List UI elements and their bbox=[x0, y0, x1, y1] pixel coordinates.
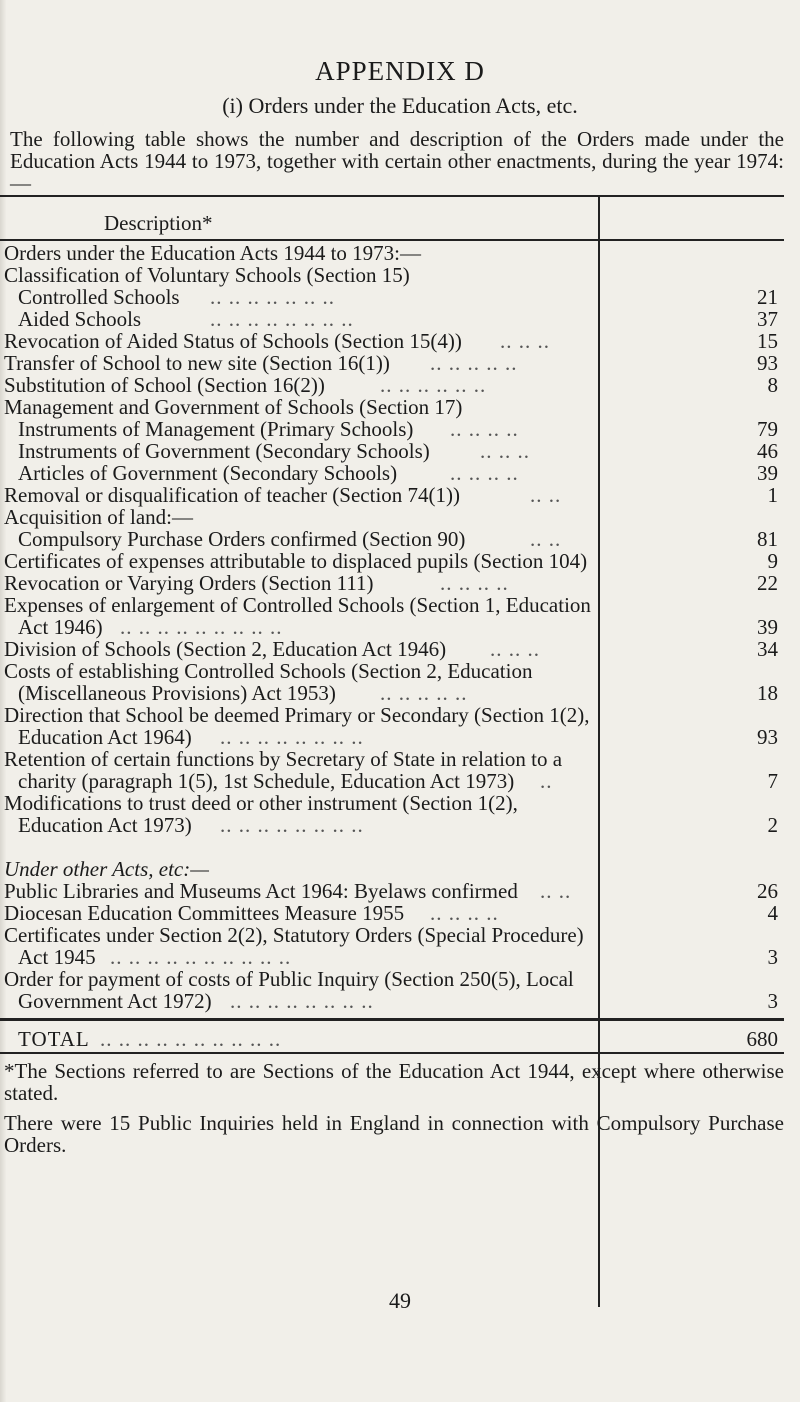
leader-dots: .. .. .. .. bbox=[450, 461, 519, 485]
row-value: 2 bbox=[767, 813, 778, 837]
row-description: Division of Schools (Section 2, Education Act 1946) bbox=[4, 637, 447, 661]
table-row bbox=[0, 748, 784, 770]
row-value: 93 bbox=[757, 351, 778, 375]
row-description: Compulsory Purchase Orders confirmed (Section 90) bbox=[18, 527, 466, 551]
row-description: Act 1946) bbox=[18, 615, 103, 639]
table-row bbox=[0, 462, 784, 484]
row-value: 26 bbox=[757, 879, 778, 903]
row-description: Certificates of expenses attributable to displaced pupils (Section 104) bbox=[4, 549, 588, 573]
table-row bbox=[0, 418, 784, 440]
row-description: charity (paragraph 1(5), 1st Schedule, Education Act 1973) bbox=[18, 769, 515, 793]
row-description: (Miscellaneous Provisions) Act 1953) bbox=[18, 681, 336, 705]
row-description: Act 1945 bbox=[18, 945, 96, 969]
table-row bbox=[0, 902, 784, 924]
row-description: Modifications to trust deed or other instrument (Section 1(2), bbox=[4, 791, 518, 815]
leader-dots: .. .. .. bbox=[500, 329, 550, 353]
leader-dots: .. .. .. .. .. .. .. .. bbox=[220, 813, 364, 837]
leader-dots: .. .. .. .. .. .. .. .. .. .. bbox=[100, 1027, 282, 1051]
table-row bbox=[0, 814, 784, 836]
leader-dots: .. .. .. bbox=[490, 637, 540, 661]
row-value: 18 bbox=[757, 681, 778, 705]
leader-dots: .. .. .. .. .. .. bbox=[380, 373, 487, 397]
table-row bbox=[0, 880, 784, 902]
table-row bbox=[0, 352, 784, 374]
footnote: *The Sections referred to are Sections of the Education Act 1944, except where otherwise stated. bbox=[4, 1059, 784, 1105]
leader-dots: .. .. .. .. .. .. .. .. bbox=[230, 989, 374, 1013]
leader-dots: .. .. .. .. .. .. .. .. .. bbox=[120, 615, 283, 639]
leader-dots: .. .. .. .. bbox=[450, 417, 519, 441]
row-value: 3 bbox=[767, 989, 778, 1013]
table-row bbox=[0, 726, 784, 748]
table-row bbox=[0, 946, 784, 968]
row-value: 79 bbox=[757, 417, 778, 441]
table-row bbox=[0, 770, 784, 792]
row-description: Diocesan Education Committees Measure 1955 bbox=[4, 901, 405, 925]
row-description: Transfer of School to new site (Section 16(1)) bbox=[4, 351, 390, 375]
table-row bbox=[0, 660, 784, 682]
total-top-rule bbox=[0, 1018, 784, 1021]
row-description: Classification of Voluntary Schools (Section 15) bbox=[4, 263, 410, 287]
leader-dots: .. .. bbox=[530, 527, 562, 551]
row-description: Orders under the Education Acts 1944 to 1973:— bbox=[4, 241, 422, 265]
row-description: Order for payment of costs of Public Inquiry (Section 250(5), Local bbox=[4, 967, 574, 991]
leader-dots: .. .. .. .. .. .. .. bbox=[210, 285, 335, 309]
table-row bbox=[0, 264, 784, 286]
row-value: 81 bbox=[757, 527, 778, 551]
row-value: 3 bbox=[767, 945, 778, 969]
row-description: Management and Government of Schools (Section 17) bbox=[4, 395, 463, 419]
table-row bbox=[0, 858, 784, 880]
table-row bbox=[0, 682, 784, 704]
row-description: Removal or disqualification of teacher (Section 74(1)) bbox=[4, 483, 461, 507]
row-description: Instruments of Government (Secondary Schools) bbox=[18, 439, 430, 463]
description-column-header: Description* bbox=[104, 211, 213, 235]
section-title: (i) Orders under the Education Acts, etc. bbox=[222, 93, 578, 118]
table-row bbox=[0, 638, 784, 660]
row-description: Government Act 1972) bbox=[18, 989, 212, 1013]
leader-dots: .. .. .. .. bbox=[430, 901, 499, 925]
row-value: 4 bbox=[767, 901, 778, 925]
row-description: Expenses of enlargement of Controlled Schools (Section 1, Education bbox=[4, 593, 591, 617]
row-value: 37 bbox=[757, 307, 778, 331]
leader-dots: .. .. .. .. .. .. .. .. bbox=[210, 307, 354, 331]
leader-dots: .. .. bbox=[530, 483, 562, 507]
total-row bbox=[0, 1028, 784, 1050]
table-row bbox=[0, 968, 784, 990]
row-description: Costs of establishing Controlled Schools (Section 2, Education bbox=[4, 659, 533, 683]
total-value: 680 bbox=[746, 1027, 778, 1051]
row-value: 39 bbox=[757, 615, 778, 639]
row-description: Revocation of Aided Status of Schools (Section 15(4)) bbox=[4, 329, 462, 353]
table-row bbox=[0, 792, 784, 814]
row-value: 21 bbox=[757, 285, 778, 309]
row-description: Public Libraries and Museums Act 1964: Byelaws confirmed bbox=[4, 879, 518, 903]
table-row bbox=[0, 308, 784, 330]
row-description: Acquisition of land:— bbox=[4, 505, 193, 529]
row-description: Retention of certain functions by Secretary of State in relation to a bbox=[4, 747, 563, 771]
table-row bbox=[0, 242, 784, 264]
table-top-rule bbox=[0, 195, 784, 197]
table-row bbox=[0, 924, 784, 946]
total-bottom-rule bbox=[0, 1052, 784, 1054]
total-label: TOTAL bbox=[18, 1027, 90, 1051]
table-row bbox=[0, 506, 784, 528]
table-row bbox=[0, 550, 784, 572]
table-row bbox=[0, 990, 784, 1012]
row-description: Articles of Government (Secondary Schools) bbox=[18, 461, 398, 485]
table-row bbox=[0, 330, 784, 352]
table-row bbox=[0, 528, 784, 550]
row-description: Education Act 1973) bbox=[18, 813, 192, 837]
row-value: 93 bbox=[757, 725, 778, 749]
row-value: 8 bbox=[767, 373, 778, 397]
row-value: 39 bbox=[757, 461, 778, 485]
table-row bbox=[0, 484, 784, 506]
table-row bbox=[0, 704, 784, 726]
row-value: 9 bbox=[767, 549, 778, 573]
row-description: Substitution of School (Section 16(2)) bbox=[4, 373, 325, 397]
table-row bbox=[0, 440, 784, 462]
row-description: Revocation or Varying Orders (Section 111) bbox=[4, 571, 374, 595]
page-number: 49 bbox=[389, 1288, 411, 1313]
leader-dots: .. .. .. .. .. .. .. .. bbox=[220, 725, 364, 749]
table-row bbox=[0, 616, 784, 638]
leader-dots: .. bbox=[540, 769, 553, 793]
intro-paragraph: The following table shows the number and description of the Orders made under the Education Acts 1944 to 1973, together with certain other enactments, during the year 1974:— bbox=[10, 127, 784, 195]
row-description: Controlled Schools bbox=[18, 285, 180, 309]
table-row bbox=[0, 594, 784, 616]
row-description: Instruments of Management (Primary Schools) bbox=[18, 417, 414, 441]
appendix-title: APPENDIX D bbox=[315, 56, 485, 86]
leader-dots: .. .. bbox=[540, 879, 572, 903]
row-value: 46 bbox=[757, 439, 778, 463]
leader-dots: .. .. .. bbox=[480, 439, 530, 463]
table-row bbox=[0, 374, 784, 396]
leader-dots: .. .. .. .. .. .. .. .. .. .. bbox=[110, 945, 292, 969]
table-row bbox=[0, 396, 784, 418]
row-value: 22 bbox=[757, 571, 778, 595]
table-row bbox=[0, 286, 784, 308]
row-value: 1 bbox=[767, 483, 778, 507]
row-value: 15 bbox=[757, 329, 778, 353]
closing-paragraph: There were 15 Public Inquiries held in England in connection with Compulsory Purchase Orders. bbox=[4, 1111, 784, 1157]
row-description: Aided Schools bbox=[18, 307, 142, 331]
row-description: Direction that School be deemed Primary or Secondary (Section 1(2), bbox=[4, 703, 590, 727]
row-description: Certificates under Section 2(2), Statutory Orders (Special Procedure) bbox=[4, 923, 584, 947]
row-description: Under other Acts, etc:— bbox=[4, 857, 209, 881]
row-value: 7 bbox=[767, 769, 778, 793]
table-row bbox=[0, 572, 784, 594]
leader-dots: .. .. .. .. bbox=[440, 571, 509, 595]
row-description: Education Act 1964) bbox=[18, 725, 192, 749]
leader-dots: .. .. .. .. .. bbox=[430, 351, 518, 375]
row-value: 34 bbox=[757, 637, 778, 661]
leader-dots: .. .. .. .. .. bbox=[380, 681, 468, 705]
